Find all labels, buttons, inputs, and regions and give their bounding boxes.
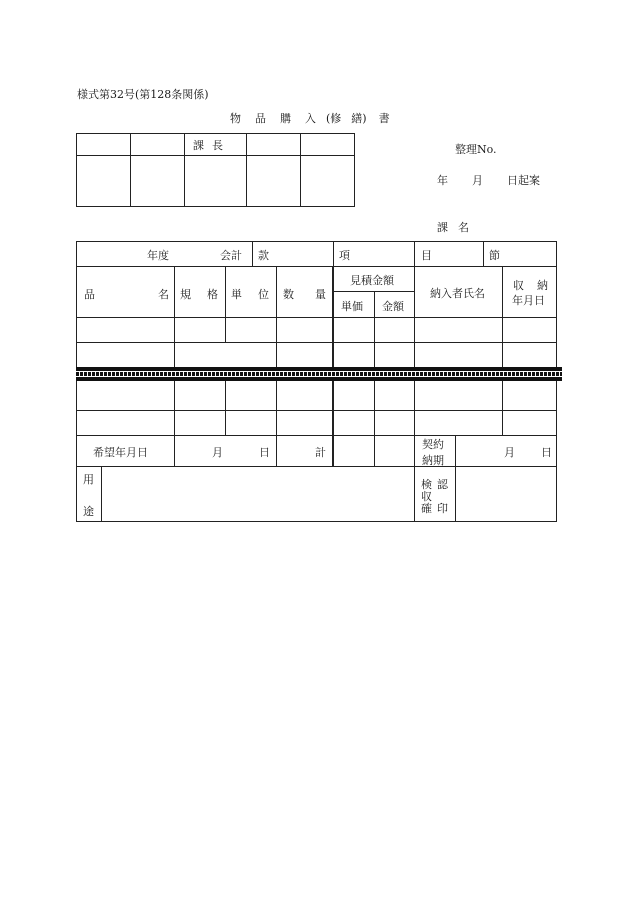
receipt-header-b: 納 (537, 279, 548, 292)
document-title (230, 110, 390, 126)
stamp-head-cell (131, 134, 185, 156)
stamp-cell[interactable] (301, 156, 355, 207)
clause-label: 節 (489, 249, 500, 262)
stamp-cell[interactable] (185, 156, 247, 207)
unit-header-b: 位 (258, 288, 269, 301)
title-char: (修 (326, 112, 342, 125)
desired-month-label: 月 (212, 446, 223, 459)
supplier-header: 納入者氏名 (430, 287, 485, 300)
stamp-cell[interactable] (131, 156, 185, 207)
delivery-month-label: 月 (504, 446, 515, 459)
stamp-label-section-chief: 課長 (185, 134, 247, 156)
fiscal-year-label: 年度 (147, 249, 169, 262)
total-label: 計 (315, 446, 326, 459)
approval-stamp-grid (76, 133, 355, 207)
date-month-label: 月 (472, 174, 483, 187)
purchase-form-table (76, 241, 557, 522)
form-number: 様式第32号(第128条関係) (77, 88, 209, 101)
estimate-header: 見積金額 (350, 274, 394, 287)
qty-header-a: 数 (283, 288, 294, 301)
qty-header-b: 量 (315, 288, 326, 301)
unit-header-a: 単 (231, 288, 242, 301)
desired-day-label: 日 (259, 446, 270, 459)
unit-price-header: 単価 (341, 300, 363, 313)
item-label: 款 (258, 249, 269, 262)
receipt-header-a: 収 (513, 279, 524, 292)
stamp-cell[interactable] (77, 156, 131, 207)
inspection-label-c: 収 (421, 490, 432, 503)
section-label: 項 (339, 249, 350, 262)
title-char: 入 (305, 112, 316, 125)
date-day-label: 日起案 (507, 174, 540, 187)
goods-name-header-a: 品 (84, 288, 95, 301)
desired-date-label: 希望年月日 (93, 446, 148, 459)
reference-number-label: 整理No. (455, 143, 497, 156)
stamp-head-cell (77, 134, 131, 156)
amount-header: 金額 (382, 300, 404, 313)
delivery-day-label: 日 (541, 446, 552, 459)
title-char: 品 (255, 112, 266, 125)
inspection-label-b: 認 (437, 478, 448, 491)
usage-label-a: 用 (83, 473, 94, 486)
title-char: 書 (378, 112, 390, 125)
spec-header-b: 格 (207, 288, 218, 301)
table-break-band (76, 367, 562, 381)
subsection-label: 目 (421, 249, 432, 262)
title-char: 購 (280, 112, 291, 125)
usage-label-b: 途 (83, 505, 94, 518)
inspection-label-d: 確 (421, 502, 432, 515)
inspection-label-a: 検 (421, 478, 432, 491)
spec-header-a: 規 (180, 288, 191, 301)
stamp-head-cell (301, 134, 355, 156)
title-char: 物 (230, 112, 241, 125)
title-char: 繕) (351, 112, 367, 125)
inspection-label-e: 印 (437, 502, 448, 515)
stamp-cell[interactable] (247, 156, 301, 207)
contract-label: 契約 (422, 438, 444, 451)
section-name-label: 課名 (437, 221, 479, 234)
stamp-head-cell (247, 134, 301, 156)
goods-name-header-b: 名 (158, 288, 169, 301)
receipt-header-c: 年月日 (512, 294, 545, 307)
date-year-label: 年 (437, 174, 448, 187)
delivery-period-label: 納期 (422, 454, 444, 467)
draft-date-line (437, 172, 540, 188)
account-label: 会計 (220, 249, 242, 262)
